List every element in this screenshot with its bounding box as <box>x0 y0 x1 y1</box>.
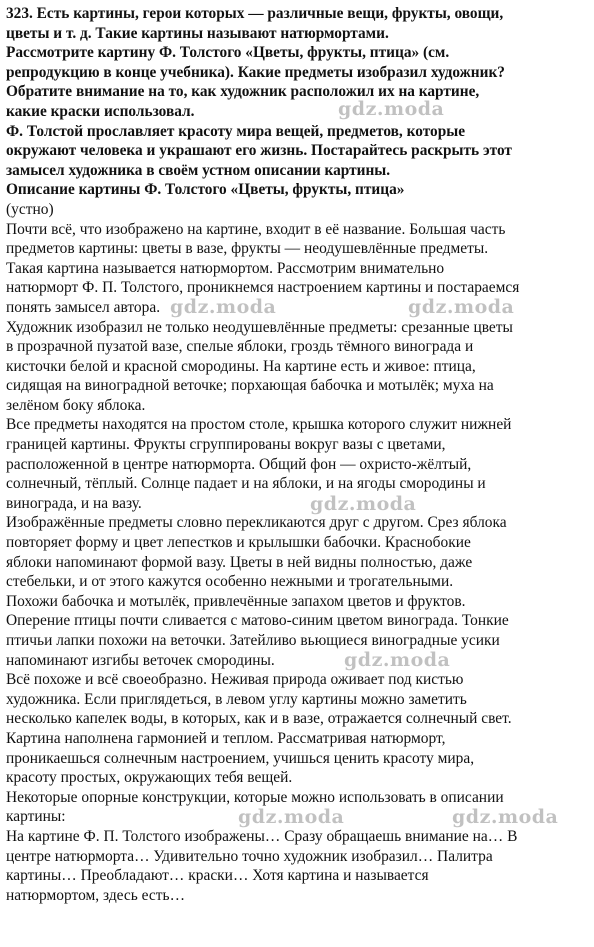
paragraph-line: Похожи бабочка и мотылёк, привлечённые запахом цветов и фруктов. <box>6 592 466 610</box>
paragraph-line: картины: <box>6 808 66 826</box>
watermark: gdz.moda <box>408 296 515 318</box>
answer-paragraph <box>6 670 590 788</box>
paragraph-line: кисточки белой и красной смородины. На картине есть и живое: птица, <box>6 357 476 375</box>
answer-paragraph <box>6 513 590 591</box>
watermark: gdz.moda <box>238 806 345 828</box>
paragraph-line: Такая картина называется натюрмортом. Рассмотрим внимательно <box>6 259 445 277</box>
paragraph-line: проникаешься солнечным настроением, учишься ценить красоту мира, <box>6 749 475 767</box>
paragraph-line: зелёном боку яблока. <box>6 396 146 414</box>
watermark: gdz.moda <box>170 296 277 318</box>
paragraph-line: расположенной в центре натюрморта. Общий фон — охристо-жёлтый, <box>6 455 472 473</box>
paragraph-line: несколько капелек воды, в которых, как и в вазе, отражается солнечный свет. <box>6 710 512 728</box>
task-line: репродукцию в конце учебника). Какие предметы изобразил художник? <box>6 63 505 81</box>
answer-paragraph <box>6 220 590 318</box>
paragraph-line: птичьи лапки похожи на веточки. Затейливо вьющиеся виноградные усики <box>6 632 500 649</box>
paragraph-line: напоминают изгибы веточек смородины. <box>6 651 275 669</box>
answer-paragraph <box>6 827 590 905</box>
paragraph-line: Всё похоже и всё своеобразно. Неживая природа оживает под кистью <box>6 671 464 689</box>
watermark: gdz.moda <box>310 493 417 515</box>
document-body <box>6 4 590 905</box>
paragraph-line: Почти всё, что изображено на картине, входит в её название. Большая часть <box>6 220 506 238</box>
paragraph-line: Изображённые предметы словно перекликаются друг с другом. Срез яблока <box>6 514 507 532</box>
paragraph-line: предметов картины: цветы в вазе, фрукты — неодушевлённые предметы. <box>6 240 489 258</box>
paragraph-line: сидящая на виноградной веточке; порхающая бабочка и мотылёк; муха на <box>6 377 494 395</box>
watermark: gdz.moda <box>344 649 451 671</box>
task-line: Ф. Толстой прославляет красоту мира вещей, предметов, которые <box>6 122 466 140</box>
paragraph-line: натюрморт Ф. П. Толстого, проникнемся настроением картины и постараемся <box>6 279 520 297</box>
paragraph-line: границей картины. Фрукты сгруппированы вокруг вазы с цветами, <box>6 436 446 454</box>
paragraph-line: в прозрачной пузатой вазе, спелые яблоки, гроздь тёмного винограда и <box>6 338 474 356</box>
paragraph-line: На картине Ф. П. Толстого изображены… Сразу обращаешь внимание на… В <box>6 827 518 845</box>
paragraph-line: понять замысел автора. <box>6 298 161 316</box>
paragraph-line: повторяет форму и цвет лепестков и крылышки бабочки. Краснобокие <box>6 534 471 552</box>
watermark: gdz.moda <box>452 806 559 828</box>
answer-paragraph <box>6 318 590 416</box>
paragraph-line: яблоки напоминают формой вазу. Цветы в ней видны полностью, даже <box>6 553 473 571</box>
paragraph-line: Картина наполнена гармонией и теплом. Рассматривая натюрморт, <box>6 729 446 747</box>
task-line: замысел художника в своём устном описании картины. <box>6 161 391 179</box>
task-line: Обратите внимание на то, как художник расположил их на картине, <box>6 83 480 101</box>
paragraph-line: Оперение птицы почти сливается с матово-синим цветом винограда. Тонкие <box>6 612 509 630</box>
answer-paragraph <box>6 415 590 513</box>
paragraph-line: художника. Если приглядеться, в левом углу картины можно заметить <box>6 690 467 708</box>
answer-subtitle: (устно) <box>6 200 54 218</box>
paragraph-line: натюрмортом, здесь есть… <box>6 886 186 904</box>
answer-paragraph <box>6 788 590 827</box>
paragraph-line: винограда, и на вазу. <box>6 494 142 512</box>
task-line: окружают человека и украшают его жизнь. Постарайтесь раскрыть этот <box>6 142 512 160</box>
task-line: цветы и т. д. Такие картины называют натюрмортами. <box>6 24 389 42</box>
answer-paragraph <box>6 592 590 670</box>
paragraph-line: Все предметы находятся на простом столе, крышка которого служит нижней <box>6 416 512 434</box>
paragraph-line: стебельки, и от этого кажутся особенно нежными и трогательными. <box>6 573 454 591</box>
paragraph-line: картины… Преобладают… краски… Хотя картина и называется <box>6 867 429 885</box>
watermark: gdz.moda <box>338 98 445 120</box>
task-line: какие краски использовал. <box>6 102 195 120</box>
answer-heading: Описание картины Ф. Толстого «Цветы, фрукты, птица» <box>6 181 405 199</box>
paragraph-line: Некоторые опорные конструкции, которые можно использовать в описании <box>6 788 504 806</box>
paragraph-line: красоту простых, окружающих тебя вещей. <box>6 769 293 787</box>
task-line: 323. Есть картины, герои которых — различные вещи, фрукты, овощи, <box>6 5 504 22</box>
answer-text <box>6 220 590 906</box>
task-statement <box>6 4 590 180</box>
paragraph-line: центре натюрморта… Удивительно точно художник изобразил… Палитра <box>6 847 493 865</box>
paragraph-line: Художник изобразил не только неодушевлённые предметы: срезанные цветы <box>6 318 513 336</box>
paragraph-line: солнечный, тёплый. Солнце падает и на яблоки, и на ягоды смородины и <box>6 475 486 493</box>
task-line: Рассмотрите картину Ф. Толстого «Цветы, фрукты, птица» (см. <box>6 44 450 62</box>
